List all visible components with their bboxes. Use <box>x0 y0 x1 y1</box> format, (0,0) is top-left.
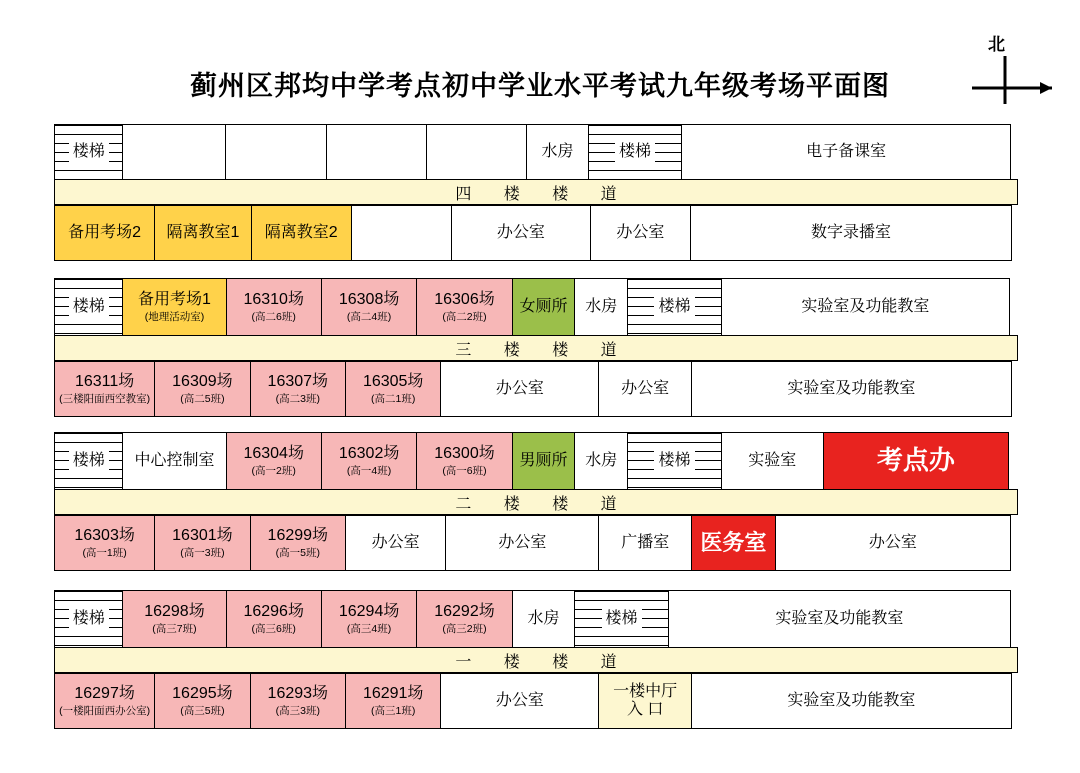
cell-sublabel: (高二3班) <box>275 393 320 406</box>
room-cell <box>775 515 1011 571</box>
exam-room-cell <box>226 278 322 336</box>
cell-sublabel: (高一5班) <box>275 547 320 560</box>
stairs-label: 楼梯 <box>69 142 109 162</box>
cell-label: 水房 <box>527 609 560 627</box>
cell-label: 隔离教室1 <box>166 223 240 241</box>
stairs-cell <box>627 278 721 336</box>
exam-room-cell <box>226 590 322 648</box>
cell-label: 中心控制室 <box>134 451 215 469</box>
cell-label: 16293场 <box>267 684 329 702</box>
stairs-label: 楼梯 <box>654 297 694 317</box>
exam-room-cell <box>54 673 155 729</box>
exam-room-cell <box>154 515 250 571</box>
exam-room-cell <box>345 361 441 417</box>
room-cell <box>225 124 327 180</box>
cell-label: 16298场 <box>144 602 205 620</box>
exam-office-cell <box>823 432 1009 490</box>
room-cell <box>598 515 692 571</box>
cell-sublabel-2: 入 口 <box>626 701 664 718</box>
floor-4-corridor: 四 楼 楼 道 <box>54 179 1018 205</box>
room-cell <box>440 673 599 729</box>
room-cell <box>691 361 1012 417</box>
cell-label: 办公室 <box>498 533 547 551</box>
cell-sublabel: (高三3班) <box>275 705 320 718</box>
cell-label: 水房 <box>585 451 618 469</box>
cell-label: 女厕所 <box>519 297 568 315</box>
exam-room-cell <box>416 590 512 648</box>
exam-room-cell <box>54 361 155 417</box>
exam-room-cell <box>345 673 441 729</box>
cell-sublabel: (高一1班) <box>82 547 127 560</box>
exam-room-cell <box>321 432 417 490</box>
cell-sublabel: (高三5班) <box>180 705 225 718</box>
cell-sublabel: (高二1班) <box>371 393 416 406</box>
cell-label: 16300场 <box>434 444 495 462</box>
cell-label: 电子备课室 <box>806 142 887 160</box>
stairs-cell <box>54 278 123 336</box>
cell-sublabel: (高三4班) <box>346 623 392 636</box>
room-cell <box>426 124 527 180</box>
room-cell <box>345 515 446 571</box>
room-cell <box>574 432 628 490</box>
cell-label: 办公室 <box>616 223 665 241</box>
spare-room-cell <box>122 278 226 336</box>
cell-sublabel: (三楼阳面西空教室) <box>59 393 151 406</box>
room-cell <box>512 590 576 648</box>
cell-sublabel: (高三2班) <box>442 623 487 636</box>
exam-room-cell <box>226 432 322 490</box>
cell-label: 16308场 <box>338 290 400 308</box>
cell-label: 医务室 <box>700 530 767 556</box>
stairs-cell <box>54 590 123 648</box>
cell-sublabel: (高三6班) <box>251 623 296 636</box>
exam-room-cell <box>54 515 155 571</box>
floor-4 <box>54 124 1018 261</box>
stairs-label: 楼梯 <box>69 451 109 471</box>
cell-sublabel: (高三7班) <box>152 623 197 636</box>
exam-room-cell <box>416 432 512 490</box>
floor-1-top-row <box>54 590 1018 648</box>
floor-1 <box>54 590 1018 729</box>
room-cell <box>590 205 691 261</box>
cell-label: 广播室 <box>621 533 670 551</box>
cell-sublabel: (高二5班) <box>180 393 225 406</box>
cell-label: 16303场 <box>74 526 135 544</box>
cell-label: 16304场 <box>243 444 304 462</box>
floor-3 <box>54 278 1018 417</box>
cell-label: 16309场 <box>172 372 233 390</box>
room-cell <box>721 278 1010 336</box>
cell-label: 水房 <box>585 297 618 315</box>
stairs-cell <box>54 124 123 180</box>
exam-room-cell <box>250 673 346 729</box>
stairs-label: 楼梯 <box>69 297 109 317</box>
cell-label: 办公室 <box>621 379 670 397</box>
exam-room-cell <box>154 673 250 729</box>
floor-1-bottom-row <box>54 673 1018 729</box>
compass-label: 北 <box>988 35 1005 54</box>
room-cell <box>526 124 589 180</box>
entrance-cell <box>598 673 692 729</box>
floor-2-bottom-row <box>54 515 1018 571</box>
floor-3-bottom-row <box>54 361 1018 417</box>
cell-sublabel: (高一4班) <box>346 465 392 478</box>
cell-label: 16294场 <box>338 602 400 620</box>
cell-label: 实验室 <box>748 451 797 469</box>
cell-label: 16296场 <box>243 602 304 620</box>
exam-room-cell <box>321 278 417 336</box>
room-cell <box>451 205 591 261</box>
floor-1-corridor: 一 楼 楼 道 <box>54 647 1018 673</box>
room-cell <box>326 124 427 180</box>
cell-sublabel: (高二4班) <box>346 311 392 324</box>
floor-2 <box>54 432 1018 571</box>
floor-2-top-row <box>54 432 1018 490</box>
stairs-label: 楼梯 <box>654 451 694 471</box>
cell-sublabel: (高三1班) <box>371 705 416 718</box>
room-cell <box>721 432 824 490</box>
toilet-cell <box>512 432 576 490</box>
room-cell <box>574 278 628 336</box>
cell-label: 16306场 <box>434 290 495 308</box>
cell-label: 男厕所 <box>519 451 568 469</box>
stairs-cell <box>574 590 668 648</box>
cell-label: 16311场 <box>74 372 135 390</box>
spare-room-cell <box>54 205 155 261</box>
cell-label: 16305场 <box>362 372 424 390</box>
cell-label: 备用考场1 <box>138 290 211 308</box>
room-cell <box>681 124 1011 180</box>
exam-room-cell <box>154 361 250 417</box>
cell-label: 水房 <box>541 142 574 160</box>
cell-label: 16292场 <box>434 602 495 620</box>
cell-label: 实验室及功能教室 <box>801 297 930 315</box>
cell-sublabel: (高二2班) <box>442 311 487 324</box>
cell-label: 16299场 <box>267 526 329 544</box>
room-cell <box>668 590 1011 648</box>
cell-label: 隔离教室2 <box>264 223 338 241</box>
room-cell <box>440 361 599 417</box>
cell-label: 16291场 <box>362 684 424 702</box>
room-cell <box>122 432 226 490</box>
spare-room-cell <box>251 205 352 261</box>
cell-label: 考点办 <box>876 445 955 476</box>
cell-sublabel: (高二6班) <box>251 311 296 324</box>
spare-room-cell <box>154 205 251 261</box>
cell-sublabel: (高一2班) <box>251 465 296 478</box>
cell-label: 办公室 <box>495 691 544 709</box>
cell-label: 实验室及功能教室 <box>775 609 904 627</box>
cell-label: 备用考场2 <box>68 223 142 241</box>
cell-label: 办公室 <box>495 379 544 397</box>
cell-sublabel: (地理活动室) <box>144 311 205 324</box>
exam-room-cell <box>122 590 226 648</box>
room-cell <box>445 515 599 571</box>
cell-label: 办公室 <box>868 533 917 551</box>
stairs-cell <box>54 432 123 490</box>
exam-room-cell <box>250 515 346 571</box>
cell-label: 办公室 <box>371 533 420 551</box>
exam-room-cell <box>250 361 346 417</box>
cell-label: 实验室及功能教室 <box>787 379 916 397</box>
room-cell <box>690 205 1012 261</box>
toilet-cell <box>512 278 576 336</box>
cell-label: 一楼中厅 <box>613 682 678 700</box>
medical-room-cell <box>691 515 776 571</box>
floor-4-top-row <box>54 124 1018 180</box>
exam-room-cell <box>416 278 512 336</box>
stairs-label: 楼梯 <box>615 142 655 162</box>
floor-2-corridor: 二 楼 楼 道 <box>54 489 1018 515</box>
stairs-cell <box>588 124 682 180</box>
floor-4-bottom-row <box>54 205 1018 261</box>
room-cell <box>351 205 452 261</box>
cell-label: 16295场 <box>172 684 233 702</box>
cell-label: 16297场 <box>74 684 135 702</box>
stairs-cell <box>627 432 721 490</box>
room-cell <box>598 361 692 417</box>
cell-sublabel: (高一3班) <box>180 547 225 560</box>
cell-label: 16301场 <box>172 526 233 544</box>
cell-label: 办公室 <box>496 223 545 241</box>
room-cell <box>691 673 1012 729</box>
cell-label: 16310场 <box>243 290 304 308</box>
cell-label: 16302场 <box>338 444 400 462</box>
page-title: 蓟州区邦均中学考点初中学业水平考试九年级考场平面图 <box>190 71 890 101</box>
stairs-label: 楼梯 <box>602 609 642 629</box>
cell-sublabel: (一楼阳面西办公室) <box>59 705 151 718</box>
cell-label: 实验室及功能教室 <box>787 691 916 709</box>
floor-3-top-row <box>54 278 1018 336</box>
cell-label: 16307场 <box>267 372 329 390</box>
room-cell <box>122 124 225 180</box>
floor-3-corridor: 三 楼 楼 道 <box>54 335 1018 361</box>
exam-room-cell <box>321 590 417 648</box>
cell-sublabel: (高一6班) <box>442 465 487 478</box>
stairs-label: 楼梯 <box>69 609 109 629</box>
cell-label: 数字录播室 <box>810 223 891 241</box>
